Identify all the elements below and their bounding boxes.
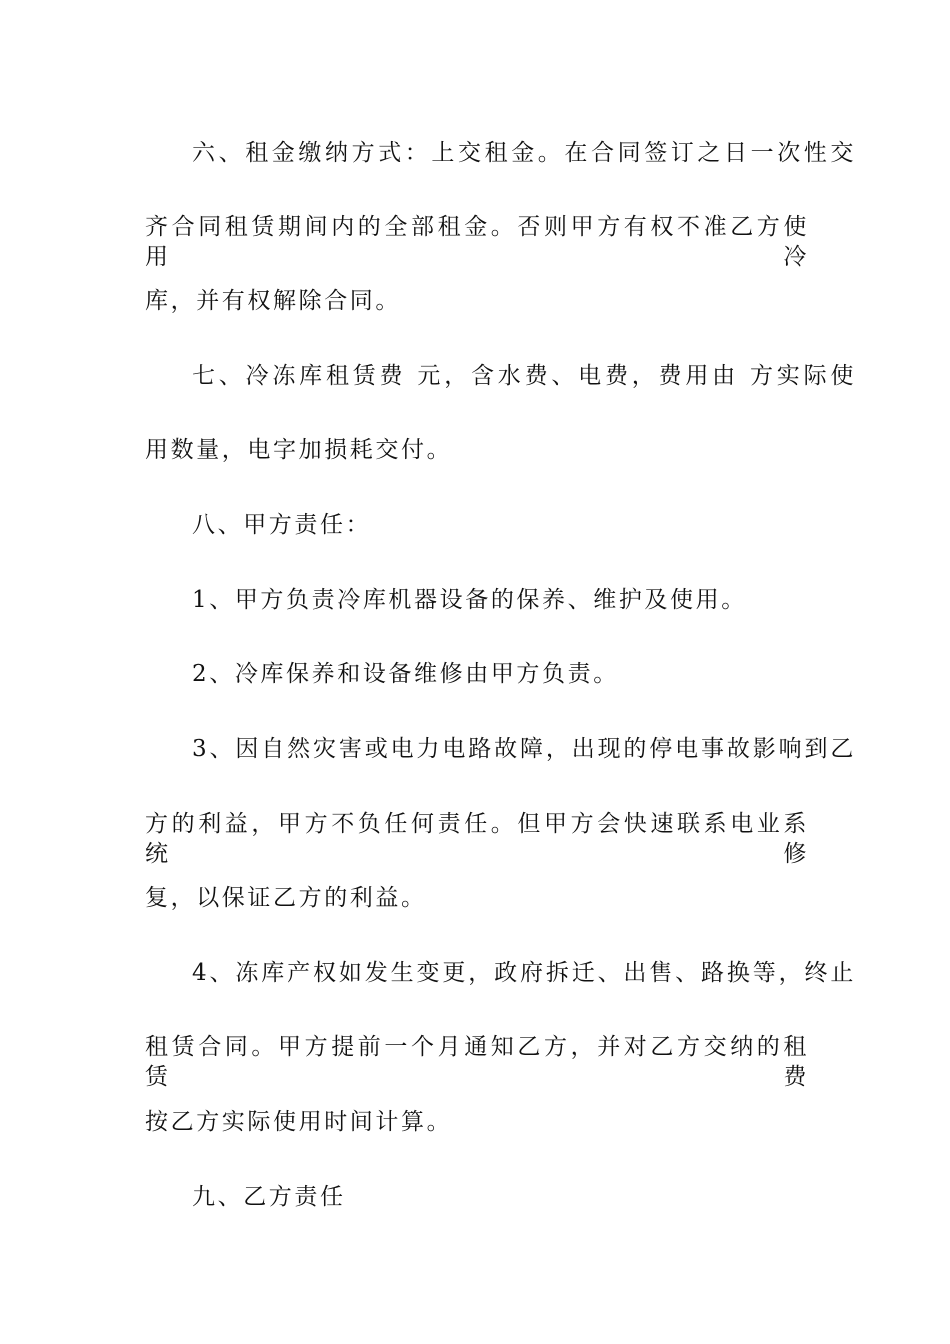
section-8-heading: 八、甲方责任： <box>192 512 372 538</box>
item-8-4-line-3: 按乙方实际使用时间计算。 <box>145 1109 453 1135</box>
paragraph-6-line-2: 齐合同租赁期间内的全部租金。否则甲方有权不准乙方使用冷 <box>145 214 809 270</box>
item-8-4-line-1: 4、冻库产权如发生变更，政府拆迁、出售、路换等，终止 <box>192 960 856 986</box>
paragraph-7-line-2: 用数量，电字加损耗交付。 <box>145 437 453 463</box>
section-9-heading: 九、乙方责任 <box>192 1184 346 1210</box>
item-8-3-line-3: 复，以保证乙方的利益。 <box>145 885 427 911</box>
item-8-4-line-2: 租赁合同。甲方提前一个月通知乙方，并对乙方交纳的租赁费 <box>145 1034 809 1090</box>
item-8-3-line-2: 方的利益，甲方不负任何责任。但甲方会快速联系电业系统修 <box>145 811 809 867</box>
item-8-1: 1、甲方负责冷库机器设备的保养、维护及使用。 <box>192 587 747 613</box>
paragraph-6-line-1: 六、租金缴纳方式：上交租金。在合同签订之日一次性交 <box>192 140 856 166</box>
paragraph-7-line-1: 七、冷冻库租赁费 元，含水费、电费，费用由 方实际使 <box>192 363 856 389</box>
paragraph-6-line-3: 库，并有权解除合同。 <box>145 288 401 314</box>
item-8-3-line-1: 3、因自然灾害或电力电路故障，出现的停电事故影响到乙 <box>192 736 856 762</box>
item-8-2: 2、冷库保养和设备维修由甲方负责。 <box>192 661 619 687</box>
